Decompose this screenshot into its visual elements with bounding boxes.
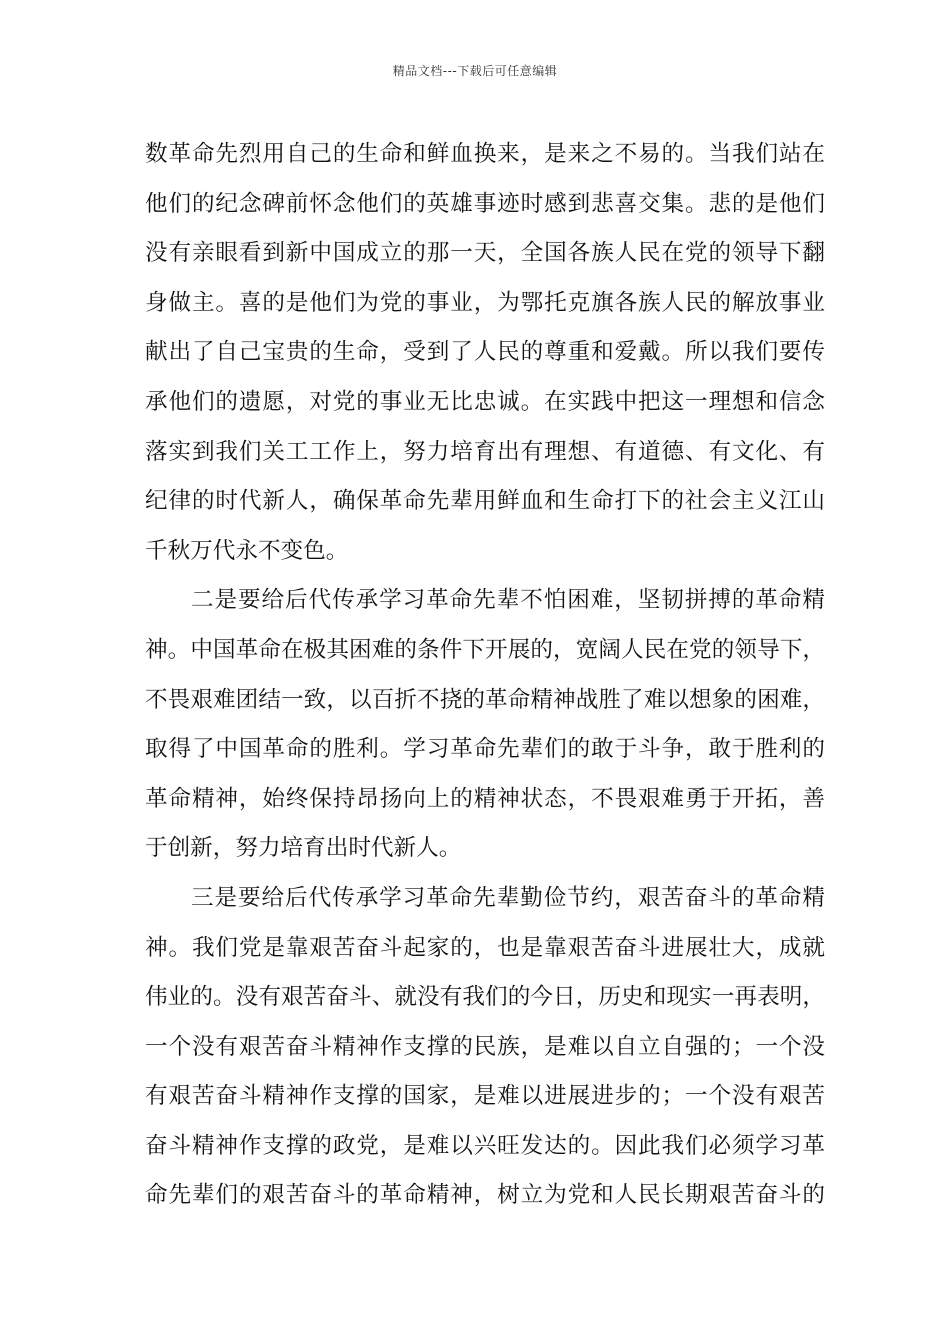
text-line: 身做主。喜的是他们为党的事业，为鄂托克旗各族人民的解放事业	[145, 289, 825, 316]
text-line: 奋斗精神作支撑的政党，是难以兴旺发达的。因此我们必须学习革	[145, 1132, 825, 1159]
text-line: 于创新，努力培育出时代新人。	[145, 835, 462, 862]
text-line: 落实到我们关工工作上，努力培育出有理想、有道德、有文化、有	[145, 438, 825, 465]
text-line: 献出了自己宝贵的生命，受到了人民的尊重和爱戴。所以我们要传	[145, 339, 825, 366]
text-line: 革命精神，始终保持昂扬向上的精神状态，不畏艰难勇于开拓，善	[145, 785, 825, 812]
page-header: 精品文档---下载后可任意编辑	[392, 64, 558, 78]
text-line: 千秋万代永不变色。	[145, 537, 349, 564]
text-line: 没有亲眼看到新中国成立的那一天，全国各族人民在党的领导下翻	[145, 240, 825, 267]
text-line: 纪律的时代新人，确保革命先辈用鲜血和生命打下的社会主义江山	[145, 488, 825, 515]
text-line: 他们的纪念碑前怀念他们的英雄事迹时感到悲喜交集。悲的是他们	[145, 190, 825, 217]
paragraph-start-line: 三是要给后代传承学习革命先辈勤俭节约，艰苦奋斗的革命精	[191, 884, 825, 911]
text-line: 神。我们党是靠艰苦奋斗起家的，也是靠艰苦奋斗进展壮大，成就	[145, 934, 825, 961]
text-line: 数革命先烈用自己的生命和鲜血换来，是来之不易的。当我们站在	[145, 141, 825, 167]
text-line: 神。中国革命在极其困难的条件下开展的，宽阔人民在党的领导下，	[145, 636, 825, 663]
text-line: 承他们的遗愿，对党的事业无比忠诚。在实践中把这一理想和信念	[145, 388, 825, 415]
text-line: 不畏艰难团结一致，以百折不挠的革命精神战胜了难以想象的困难，	[145, 686, 825, 713]
text-line: 取得了中国革命的胜利。学习革命先辈们的敢于斗争，敢于胜利的	[145, 736, 825, 763]
text-line: 命先辈们的艰苦奋斗的革命精神，树立为党和人民长期艰苦奋斗的	[145, 1182, 825, 1209]
paragraph-start-line: 二是要给后代传承学习革命先辈不怕困难，坚韧拼搏的革命精	[191, 587, 825, 614]
text-line: 伟业的。没有艰苦奋斗、就没有我们的今日，历史和现实一再表明，	[145, 984, 825, 1011]
document-body	[145, 130, 825, 1221]
text-line: 一个没有艰苦奋斗精神作支撑的民族，是难以自立自强的；一个没	[145, 1033, 825, 1060]
text-line: 有艰苦奋斗精神作支撑的国家，是难以进展进步的；一个没有艰苦	[145, 1083, 825, 1110]
